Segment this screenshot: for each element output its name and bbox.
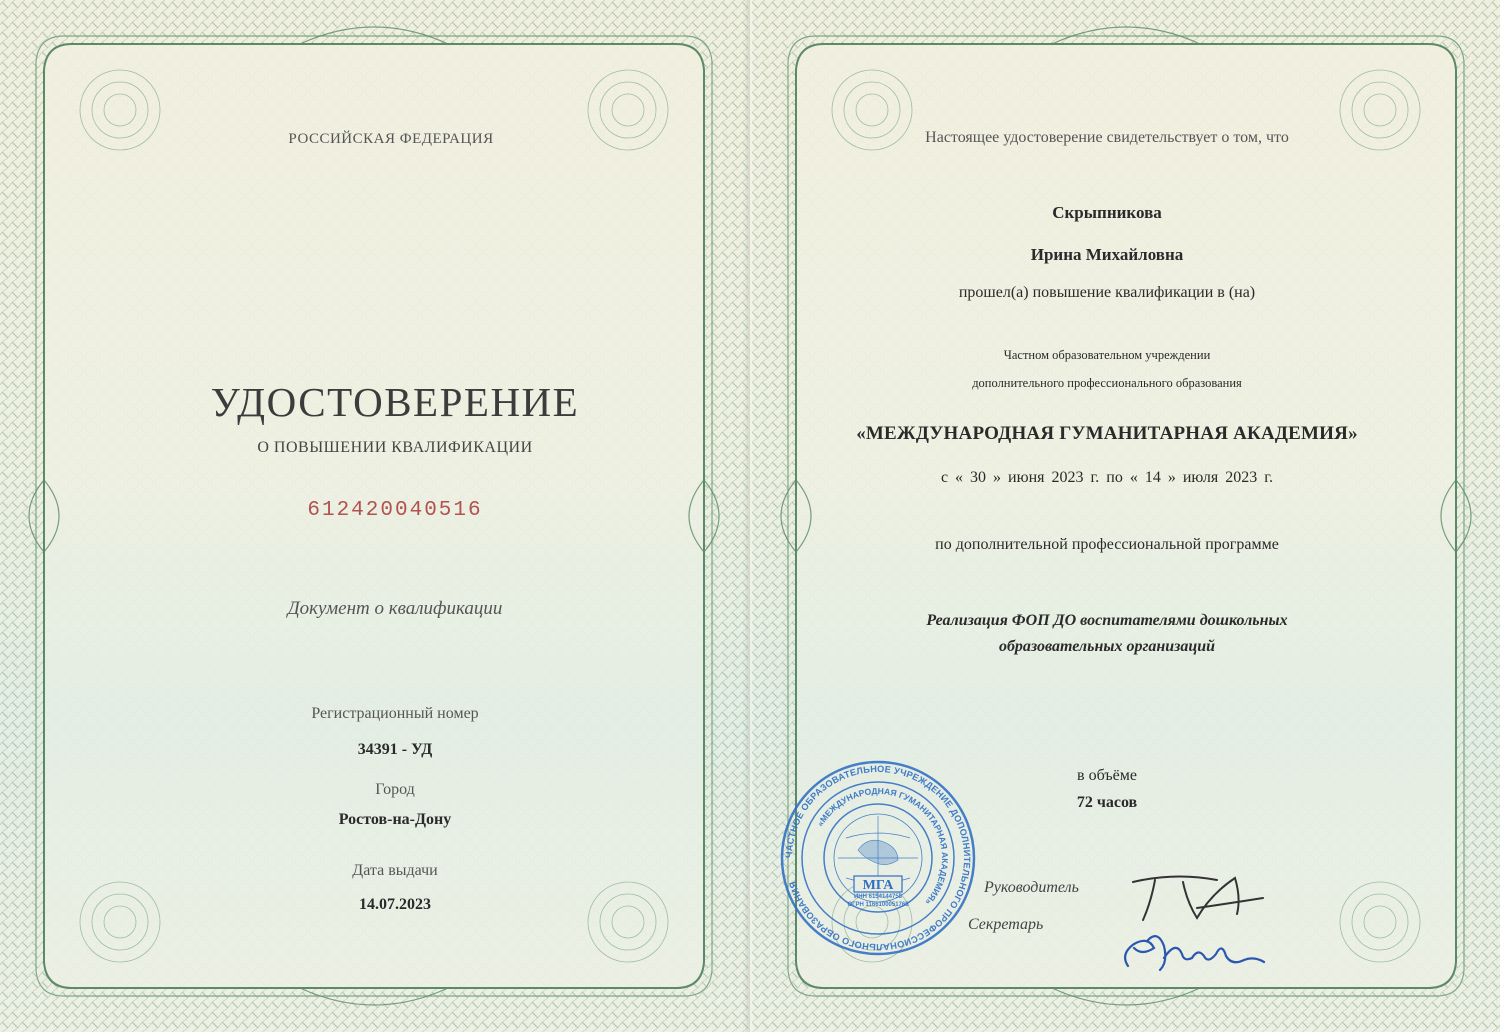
registration-label: Регистрационный номер (311, 705, 479, 722)
program-intro: по дополнительной профессиональной программе (935, 536, 1279, 553)
issue-date-value: 14.07.2023 (359, 896, 431, 913)
document-subtitle: О ПОВЫШЕНИИ КВАЛИФИКАЦИИ (257, 439, 533, 456)
volume-label: в объёме (1077, 767, 1137, 784)
issue-date-label: Дата выдачи (352, 862, 438, 879)
head-label: Руководитель (984, 879, 1079, 896)
document-title: УДОСТОВЕРЕНИЕ (210, 379, 580, 425)
institution-name: «МЕЖДУНАРОДНАЯ ГУМАНИТАРНАЯ АКАДЕМИЯ» (856, 423, 1358, 444)
certify-text: Настоящее удостоверение свидетельствует о том, что (925, 129, 1289, 146)
country-heading: РОССИЙСКАЯ ФЕДЕРАЦИЯ (288, 131, 494, 147)
institution-line-1: Частном образовательном учреждении (1003, 348, 1211, 362)
secretary-label: Секретарь (968, 916, 1044, 933)
institution-line-2: дополнительного профессионального образования (972, 376, 1242, 390)
registration-value: 34391 - УД (357, 741, 433, 758)
completed-text: прошел(а) повышение квалификации в (на) (958, 284, 1256, 301)
seal-outer-text: ЧАСТНОЕ ОБРАЗОВАТЕЛЬНОЕ УЧРЕЖДЕНИЕ ДОПОЛНИТЕЛЬНОГО ПРОФЕССИОНАЛЬНОГО ОБРАЗОВАНИЯ (783, 763, 973, 953)
seal-center-text: МГА (862, 878, 894, 893)
city-value: Ростов-на-Дону (338, 811, 452, 828)
seal-inner-text: «МЕЖДУНАРОДНАЯ ГУМАНИТАРНАЯ АКАДЕМИЯ» (815, 785, 951, 908)
city-label: Город (375, 781, 415, 798)
document-kind: Документ о квалификации (287, 598, 503, 619)
program-title-line-1: Реализация ФОП ДО воспитателями дошкольных (926, 612, 1288, 629)
secretary-signature (1112, 918, 1272, 978)
volume-value: 72 часов (1076, 794, 1138, 811)
holder-surname: Скрыпникова (1052, 203, 1162, 222)
serial-number: 612420040516 (307, 499, 483, 522)
program-title-line-2: образовательных организаций (998, 638, 1216, 655)
training-dates: с « 30 » июня 2023 г. по « 14 » июля 2023 г. (940, 469, 1274, 486)
seal-inn: ИНН 6154144758 (853, 894, 903, 900)
round-seal (778, 758, 978, 958)
seal-ogrn: ОГРН 1166100051765 (847, 902, 909, 908)
left-page (0, 0, 748, 1032)
holder-given-name: Ирина Михайловна (1030, 245, 1184, 264)
